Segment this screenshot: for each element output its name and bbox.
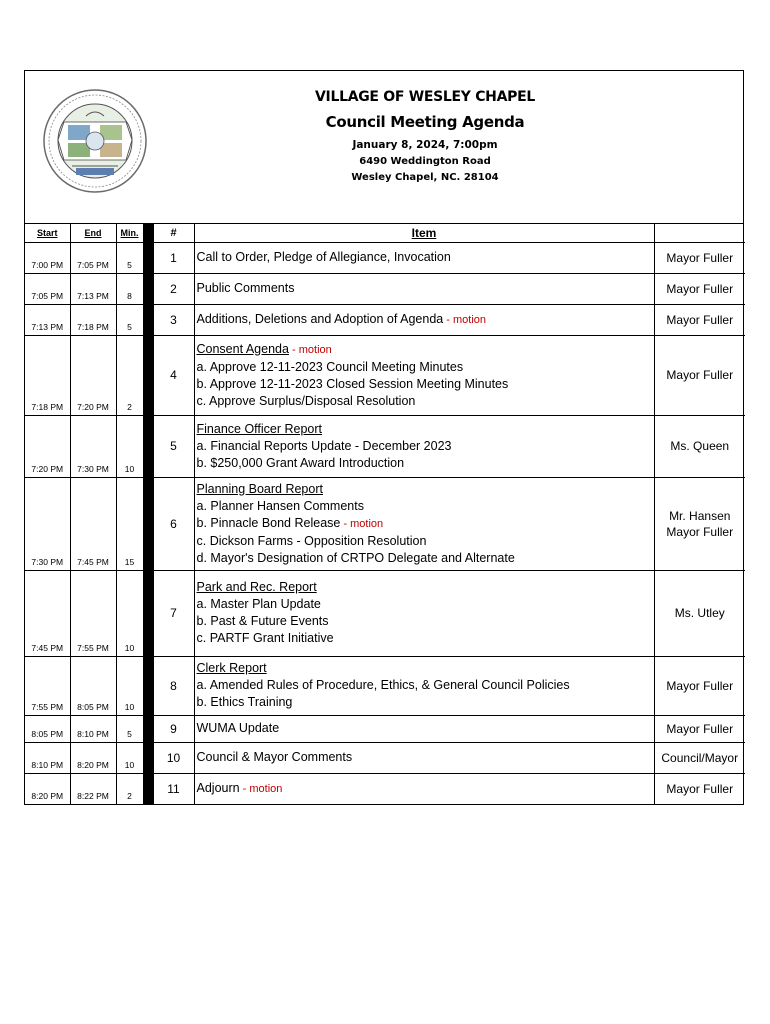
item-subitem [197, 455, 652, 472]
divider-bar [143, 242, 153, 273]
start-time: 8:20 PM [25, 773, 70, 804]
item-text: Park and Rec. Report [196, 580, 317, 594]
item-subitem [197, 498, 652, 515]
presenter-name: Mayor Fuller [666, 368, 734, 382]
presenter-name: Mayor Fuller [666, 678, 734, 693]
duration-minutes: 10 [116, 415, 143, 477]
item-text: a. Master Plan Update [196, 597, 321, 611]
item-text: Consent Agenda [196, 341, 289, 356]
item-description [194, 335, 654, 415]
item-description [194, 715, 654, 742]
item-text: WUMA Update [196, 721, 280, 735]
end-time: 7:05 PM [70, 242, 116, 273]
village-seal-logo [42, 88, 148, 194]
duration-minutes: 2 [116, 335, 143, 415]
presenter-name: Mayor Fuller [666, 312, 734, 327]
item-subitem [197, 613, 652, 630]
presenter [654, 656, 745, 715]
agenda-row [25, 742, 745, 773]
item-title [197, 249, 652, 266]
agenda-rows [25, 242, 745, 804]
start-time: 7:18 PM [25, 335, 70, 415]
divider-bar [143, 224, 153, 242]
agenda-header [25, 71, 743, 224]
start-time: 7:45 PM [25, 570, 70, 656]
item-title [197, 421, 652, 438]
divider-bar [143, 742, 153, 773]
agenda-row [25, 477, 745, 570]
presenter [654, 304, 745, 335]
presenter [654, 273, 745, 304]
start-time: 7:30 PM [25, 477, 70, 570]
item-number: 3 [153, 304, 194, 335]
item-number: 4 [153, 335, 194, 415]
item-text: Finance Officer Report [196, 421, 323, 436]
motion-tag: - motion [443, 313, 487, 326]
presenter-name: Council/Mayor [661, 750, 739, 765]
start-time: 7:20 PM [25, 415, 70, 477]
divider-bar [143, 570, 153, 656]
duration-minutes: 2 [116, 773, 143, 804]
end-time: 7:13 PM [70, 273, 116, 304]
end-time: 7:18 PM [70, 304, 116, 335]
end-time: 7:55 PM [70, 570, 116, 656]
item-description [194, 773, 654, 804]
divider-bar [143, 304, 153, 335]
item-text: b. $250,000 Grant Award Introduction [196, 455, 405, 470]
presenter-name: Ms. Utley [674, 606, 725, 620]
col-header-presenter [654, 224, 745, 242]
presenter [654, 773, 745, 804]
item-subitem [197, 550, 652, 567]
item-subitem [197, 359, 652, 376]
title-block [225, 89, 625, 183]
start-time: 7:00 PM [25, 242, 70, 273]
agenda-row [25, 656, 745, 715]
item-title [197, 481, 652, 498]
item-text: b. Ethics Training [196, 695, 293, 709]
item-description [194, 304, 654, 335]
divider-bar [143, 273, 153, 304]
agenda-row [25, 715, 745, 742]
item-text: a. Planner Hansen Comments [196, 498, 364, 513]
col-header-number: # [153, 224, 194, 242]
duration-minutes: 10 [116, 742, 143, 773]
duration-minutes: 10 [116, 570, 143, 656]
doc-title: Council Meeting Agenda [325, 113, 525, 131]
agenda-row [25, 335, 745, 415]
item-text: Clerk Report [196, 661, 267, 675]
item-title [197, 341, 652, 359]
item-text: Planning Board Report [196, 481, 323, 496]
item-subitem [197, 694, 652, 711]
agenda-row [25, 415, 745, 477]
item-text: c. PARTF Grant Initiative [196, 631, 334, 645]
end-time: 8:22 PM [70, 773, 116, 804]
item-number: 1 [153, 242, 194, 273]
presenter [654, 335, 745, 415]
table-header-row [25, 224, 745, 242]
item-subitem [197, 677, 652, 694]
presenter [654, 742, 745, 773]
start-time: 8:05 PM [25, 715, 70, 742]
item-description [194, 656, 654, 715]
item-description [194, 242, 654, 273]
presenter-name: Mayor Fuller [666, 524, 734, 539]
item-number: 7 [153, 570, 194, 656]
presenter [654, 242, 745, 273]
start-time: 7:13 PM [25, 304, 70, 335]
agenda-row [25, 242, 745, 273]
item-number: 2 [153, 273, 194, 304]
item-text: b. Approve 12-11-2023 Closed Session Meeting Minutes [196, 376, 509, 391]
item-subitem [197, 376, 652, 393]
item-text: b. Past & Future Events [196, 614, 329, 628]
item-subitem [197, 596, 652, 613]
item-text: a. Approve 12-11-2023 Council Meeting Minutes [196, 359, 464, 374]
motion-tag: - motion [340, 517, 384, 530]
end-time: 8:20 PM [70, 742, 116, 773]
divider-bar [143, 656, 153, 715]
duration-minutes: 5 [116, 304, 143, 335]
item-description [194, 415, 654, 477]
org-name: VILLAGE OF WESLEY CHAPEL [315, 89, 535, 105]
meeting-date-time: January 8, 2024, 7:00pm [352, 139, 498, 151]
duration-minutes: 5 [116, 242, 143, 273]
item-number: 10 [153, 742, 194, 773]
agenda-row [25, 304, 745, 335]
item-number: 11 [153, 773, 194, 804]
item-title [197, 660, 652, 677]
start-time: 7:05 PM [25, 273, 70, 304]
item-title [197, 280, 652, 297]
item-number: 5 [153, 415, 194, 477]
agenda-row [25, 570, 745, 656]
item-number: 9 [153, 715, 194, 742]
duration-minutes: 15 [116, 477, 143, 570]
presenter [654, 477, 745, 570]
item-title [197, 749, 652, 766]
presenter-name: Mayor Fuller [666, 250, 734, 265]
divider-bar [143, 415, 153, 477]
item-text: c. Approve Surplus/Disposal Resolution [196, 393, 416, 408]
item-title [197, 720, 652, 737]
item-text: Adjourn [196, 780, 240, 795]
item-subitem [197, 515, 652, 533]
duration-minutes: 5 [116, 715, 143, 742]
end-time: 8:05 PM [70, 656, 116, 715]
divider-bar [143, 773, 153, 804]
motion-tag: - motion [288, 343, 332, 356]
item-text: c. Dickson Farms - Opposition Resolution [196, 533, 427, 548]
item-subitem [197, 393, 652, 410]
item-text: d. Mayor's Designation of CRTPO Delegate and Alternate [196, 550, 515, 565]
agenda-row [25, 273, 745, 304]
item-text: Additions, Deletions and Adoption of Agenda [196, 311, 444, 326]
agenda-table [25, 224, 745, 804]
presenter [654, 570, 745, 656]
item-text: a. Financial Reports Update - December 2023 [196, 438, 452, 453]
item-subitem [197, 533, 652, 550]
end-time: 7:45 PM [70, 477, 116, 570]
item-title [197, 780, 652, 798]
col-header-item: Item [194, 224, 654, 242]
start-time: 8:10 PM [25, 742, 70, 773]
item-text: Call to Order, Pledge of Allegiance, Invocation [196, 250, 451, 264]
divider-bar [143, 335, 153, 415]
col-header-min: Min. [116, 224, 143, 242]
divider-bar [143, 715, 153, 742]
item-number: 6 [153, 477, 194, 570]
item-text: Public Comments [196, 281, 295, 295]
item-title [197, 579, 652, 596]
item-text: b. Pinnacle Bond Release [196, 515, 341, 530]
agenda-row [25, 773, 745, 804]
agenda-document [24, 70, 744, 805]
end-time: 8:10 PM [70, 715, 116, 742]
item-description [194, 570, 654, 656]
item-description [194, 477, 654, 570]
presenter-name: Mayor Fuller [666, 721, 734, 736]
item-description [194, 742, 654, 773]
end-time: 7:20 PM [70, 335, 116, 415]
motion-tag: - motion [239, 782, 283, 795]
presenter-name: Mr. Hansen [669, 508, 731, 523]
col-header-end: End [70, 224, 116, 242]
address-line-1: 6490 Weddington Road [359, 156, 491, 167]
item-subitem [197, 438, 652, 455]
presenter [654, 415, 745, 477]
end-time: 7:30 PM [70, 415, 116, 477]
presenter [654, 715, 745, 742]
col-header-start: Start [25, 224, 70, 242]
presenter-name: Mayor Fuller [666, 281, 734, 296]
item-text: Council & Mayor Comments [196, 750, 353, 764]
address-line-2: Wesley Chapel, NC. 28104 [351, 172, 499, 183]
divider-bar [143, 477, 153, 570]
item-subitem [197, 630, 652, 647]
item-text: a. Amended Rules of Procedure, Ethics, & General Council Policies [196, 678, 570, 692]
duration-minutes: 10 [116, 656, 143, 715]
item-number: 8 [153, 656, 194, 715]
presenter-name: Ms. Queen [670, 439, 730, 453]
item-description [194, 273, 654, 304]
item-title [197, 311, 652, 329]
duration-minutes: 8 [116, 273, 143, 304]
start-time: 7:55 PM [25, 656, 70, 715]
presenter-name: Mayor Fuller [666, 781, 734, 796]
